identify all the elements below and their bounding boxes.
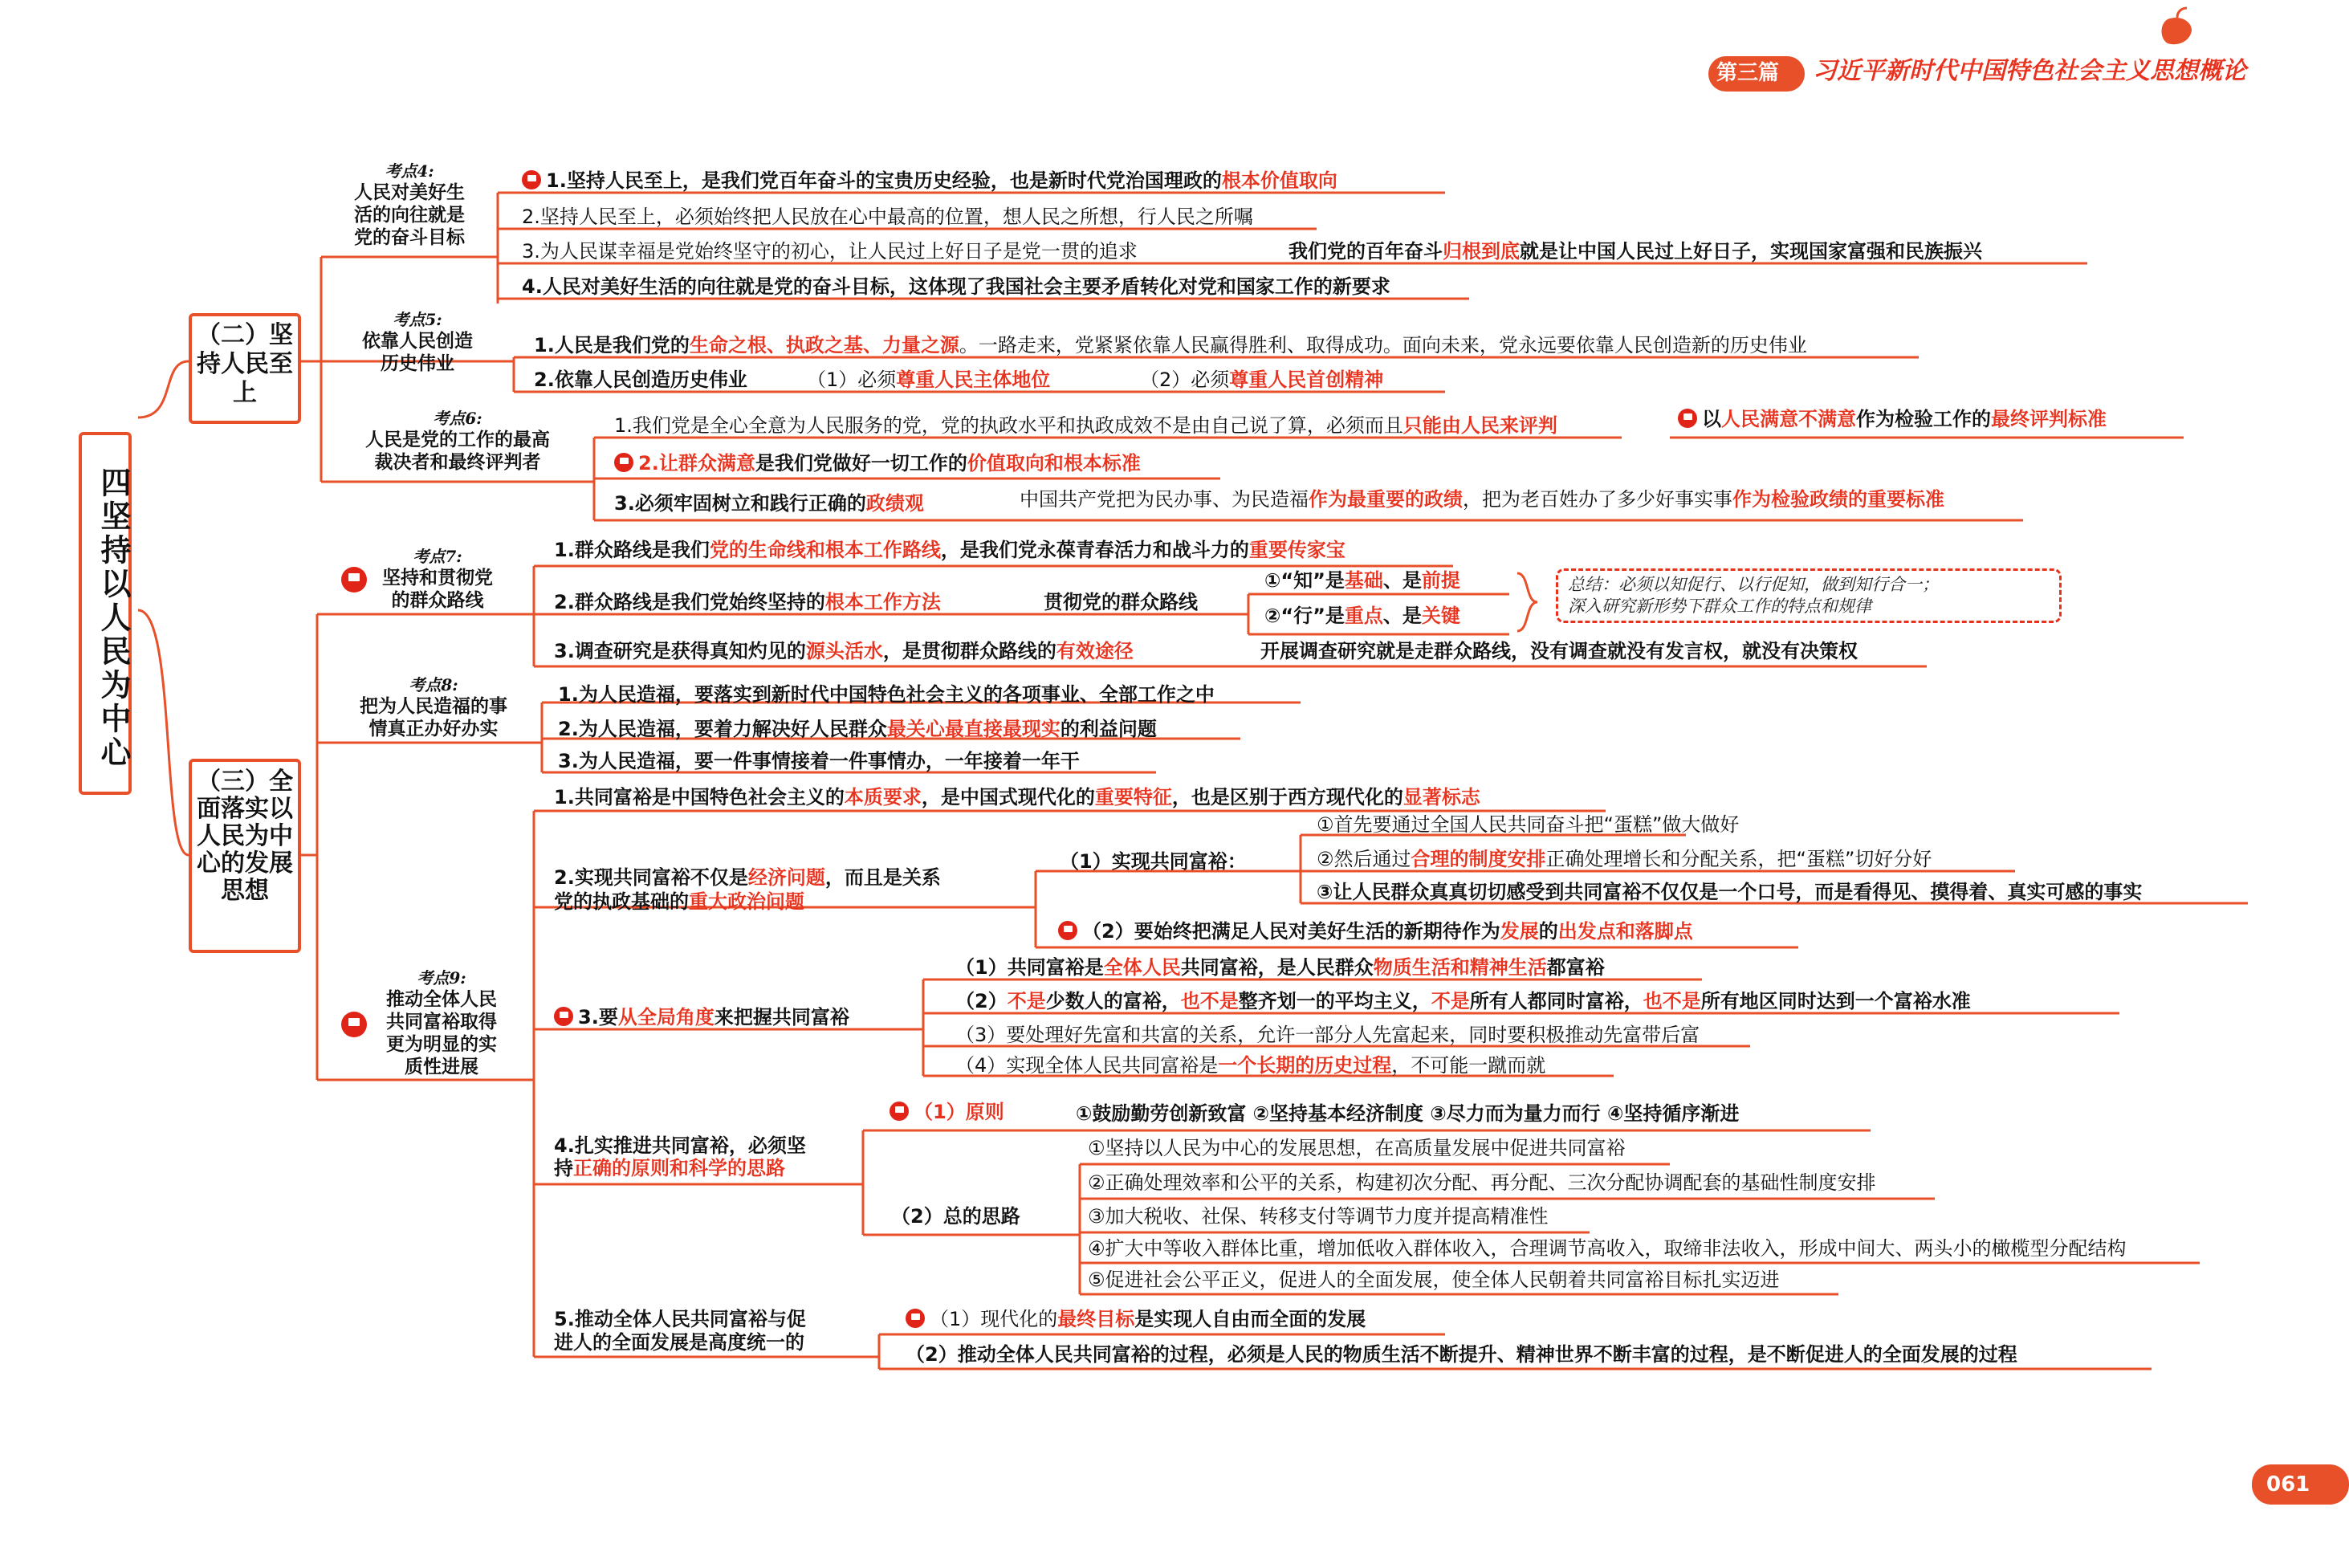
flag-icon bbox=[890, 1102, 909, 1121]
text: 是实现人自由而全面的发展 bbox=[1134, 1308, 1366, 1330]
highlight: 尊重人民首创精神 bbox=[1229, 369, 1384, 391]
flag-icon bbox=[1058, 921, 1077, 940]
kp4-line: 党的奋斗目标 bbox=[354, 227, 465, 248]
highlight: 最终评判标准 bbox=[1991, 408, 2107, 430]
text: 的利益问题 bbox=[1060, 718, 1157, 740]
text: 1.坚持人民至上，是我们党百年奋斗的宝贵历史经验，也是新时代党治国理政的 bbox=[546, 169, 1222, 192]
branch-f2-s1: ①首先要通过全国人民共同奋斗把“蛋糕”做大做好 bbox=[1317, 813, 1740, 836]
kp7-line: 坚持和贯彻党 bbox=[382, 568, 493, 589]
branch-e2 bbox=[558, 717, 1157, 741]
branch-a1 bbox=[522, 169, 1337, 193]
key-point-5 bbox=[341, 309, 494, 375]
text: ，是我们党永葆青春活力和战斗力的 bbox=[940, 539, 1249, 561]
branch-f4-q2: ②正确处理效率和公平的关系，构建初次分配、再分配、三次分配协调配套的基础性制度安排 bbox=[1088, 1171, 1876, 1194]
kp7-line: 的群众路线 bbox=[391, 590, 484, 611]
text: ，把为老百姓办了多少好事实事 bbox=[1463, 488, 1732, 511]
text: 正确处理增长和分配关系，把“蛋糕”切好分好 bbox=[1545, 848, 1932, 870]
branch-f4-q1: ①坚持以人民为中心的发展思想，在高质量发展中促进共同富裕 bbox=[1088, 1137, 1626, 1159]
text: 的 bbox=[1538, 920, 1558, 943]
key-point-6 bbox=[341, 408, 574, 474]
text: （4）实现全体人民共同富裕是 bbox=[955, 1054, 1219, 1077]
text: （2） bbox=[955, 990, 1008, 1012]
text: ②然后通过 bbox=[1317, 848, 1411, 870]
branch-e3: 3.为人民造福，要一件事情接着一件事情办，一年接着一年干 bbox=[558, 750, 1080, 772]
branch-c2 bbox=[614, 451, 1141, 475]
highlight: 源头活水 bbox=[805, 640, 883, 662]
flag-icon bbox=[522, 170, 541, 189]
text: 、是 bbox=[1382, 569, 1422, 592]
flag-icon bbox=[614, 453, 633, 472]
text: 、是 bbox=[1382, 605, 1422, 627]
branch-f4 bbox=[554, 1134, 806, 1158]
highlight: 党的生命线和根本工作路线 bbox=[709, 539, 941, 561]
branch-d2-act bbox=[1264, 604, 1460, 628]
highlight: 也不是 bbox=[1180, 990, 1239, 1012]
text: 1.我们党是全心全意为人民服务的党，党的执政水平和执政成效不是由自己说了算，必须而且 bbox=[614, 414, 1403, 437]
text: 来把握共同富裕 bbox=[714, 1006, 849, 1028]
branch-f4-q4: ④扩大中等收入群体比重，增加低收入群体收入，合理调节高收入，取缔非法收入，形成中间大、两头小的橄榄型分配结构 bbox=[1088, 1237, 2127, 1260]
kp5-tag: 考点5: bbox=[393, 310, 442, 329]
text: ②“行”是 bbox=[1264, 605, 1345, 627]
highlight: 人民满意不满意 bbox=[1721, 408, 1856, 430]
summary-line: 深入研究新形势下群众工作的特点和规律 bbox=[1568, 597, 1871, 616]
text: 。一路走来，党紧紧依靠人民赢得胜利、取得成功。面向未来，党永远要依靠人民创造新的历史伟业 bbox=[959, 334, 1807, 356]
branch-f4-principle-items: ①鼓励勤劳创新致富 ②坚持基本经济制度 ③尽力而为量力而行 ④坚持循序渐进 bbox=[1076, 1102, 1740, 1125]
text: 我们党的百年奋斗 bbox=[1288, 240, 1443, 263]
section-2-node: （二）坚持人民至上 bbox=[189, 313, 301, 424]
text: 1.人民是我们党的 bbox=[534, 334, 690, 356]
highlight: 正确的原则和科学的思路 bbox=[573, 1157, 785, 1179]
text: ，是贯彻群众路线的 bbox=[882, 640, 1056, 662]
branch-a3: 3.为人民谋幸福是党始终坚守的初心，让人民过上好日子是党一贯的追求 bbox=[522, 240, 1138, 263]
kp8-tag: 考点8: bbox=[409, 675, 458, 694]
highlight: 2.让群众满意 bbox=[638, 452, 755, 474]
text: 所有人都同时富裕， bbox=[1469, 990, 1643, 1012]
branch-f5-line2: 进人的全面发展是高度统一的 bbox=[554, 1331, 804, 1354]
branch-f5-s2: （2）推动全体人民共同富裕的过程，必须是人民的物质生活不断提升、精神世界不断丰富的过程，是不断促进人的全面发展的过程 bbox=[906, 1343, 2017, 1366]
key-point-8 bbox=[337, 674, 530, 740]
text: 是我们党做好一切工作的 bbox=[755, 452, 967, 474]
text: 党的执政基础的 bbox=[554, 890, 689, 913]
text: 2.群众路线是我们党始终坚持的 bbox=[554, 591, 825, 613]
text: （1）现代化的 bbox=[930, 1308, 1058, 1330]
highlight: 生命之根、执政之基、力量之源 bbox=[689, 334, 959, 356]
branch-f3-s2 bbox=[955, 989, 1971, 1013]
text: 共同富裕，是人民群众 bbox=[1180, 956, 1374, 979]
flag-icon bbox=[341, 1012, 367, 1037]
highlight: 基础 bbox=[1344, 569, 1383, 592]
branch-b1 bbox=[534, 333, 1807, 357]
text: 持 bbox=[554, 1157, 573, 1179]
branch-d2-label: 贯彻党的群众路线 bbox=[1044, 591, 1198, 613]
summary-box bbox=[1556, 568, 2062, 623]
kp7-tag: 考点7: bbox=[413, 547, 462, 566]
branch-f3-s1 bbox=[955, 955, 1605, 979]
key-point-4 bbox=[341, 161, 478, 249]
text: ，是中国式现代化的 bbox=[921, 786, 1095, 808]
branch-d2 bbox=[554, 590, 941, 614]
kp4-line: 人民对美好生 bbox=[354, 182, 465, 203]
kp5-line: 依靠人民创造 bbox=[362, 331, 473, 352]
highlight: 关键 bbox=[1421, 605, 1460, 627]
highlight: 根本价值取向 bbox=[1221, 169, 1337, 192]
highlight: 重大政治问题 bbox=[689, 890, 804, 913]
branch-c1-note bbox=[1678, 407, 2107, 431]
branch-d2-know bbox=[1264, 568, 1460, 593]
branch-f4-thinking: （2）总的思路 bbox=[891, 1205, 1020, 1228]
branch-d1 bbox=[554, 538, 1345, 562]
branch-f2-s3: ③让人民群众真真切切感受到共同富裕不仅仅是一个口号，而是看得见、摸得着、真实可感的事实 bbox=[1317, 881, 2143, 903]
text: 3.必须牢固树立和践行正确的 bbox=[614, 492, 866, 515]
highlight: 最终目标 bbox=[1057, 1308, 1135, 1330]
highlight: 有效途径 bbox=[1056, 640, 1134, 662]
branch-f4-line2 bbox=[554, 1156, 785, 1180]
branch-a4: 4.人民对美好生活的向往就是党的奋斗目标，这体现了我国社会主要矛盾转化对党和国家工作的新要求 bbox=[522, 275, 1390, 298]
text: 以 bbox=[1702, 408, 1721, 430]
highlight: 也不是 bbox=[1643, 990, 1701, 1012]
text: 1.共同富裕是中国特色社会主义的 bbox=[554, 786, 845, 808]
highlight: 最关心最直接最现实 bbox=[886, 718, 1061, 740]
branch-f3-s4 bbox=[955, 1053, 1545, 1077]
highlight: 经济问题 bbox=[747, 866, 825, 889]
kp6-line: 人民是党的工作的最高 bbox=[365, 430, 550, 450]
flag-icon bbox=[1678, 409, 1697, 428]
text: ，也是区别于西方现代化的 bbox=[1171, 786, 1403, 808]
branch-e1: 1.为人民造福，要落实到新时代中国特色社会主义的各项事业、全部工作之中 bbox=[558, 683, 1215, 706]
text: ，而且是关系 bbox=[824, 866, 941, 889]
highlight: 作为最重要的政绩 bbox=[1309, 488, 1463, 511]
root-node: 四坚持以人民为中心 bbox=[79, 432, 132, 795]
highlight: 发展 bbox=[1500, 920, 1539, 943]
branch-f2 bbox=[554, 865, 941, 890]
branch-d3 bbox=[554, 639, 1134, 663]
kp9-tag: 考点9: bbox=[417, 968, 466, 988]
branch-f1 bbox=[554, 785, 1480, 809]
branch-c1 bbox=[614, 413, 1557, 438]
kp9-line: 推动全体人民 bbox=[386, 989, 497, 1010]
highlight: 根本工作方法 bbox=[824, 591, 941, 613]
highlight: 前提 bbox=[1421, 569, 1460, 592]
text: 2.实现共同富裕不仅是 bbox=[554, 866, 748, 889]
kp8-line: 把为人民造福的事 bbox=[360, 696, 507, 717]
text: 少数人的富裕， bbox=[1045, 990, 1181, 1012]
branch-f4-q3: ③加大税收、社保、转移支付等调节力度并提高精准性 bbox=[1088, 1205, 1549, 1228]
text: 就是让中国人民过上好日子，实现国家富强和民族振兴 bbox=[1520, 240, 1982, 263]
text: （2）要始终把满足人民对美好生活的新期待作为 bbox=[1082, 920, 1500, 943]
branch-f2-line2 bbox=[554, 890, 804, 914]
branch-f2-t bbox=[1058, 919, 1693, 943]
text: （2）必须 bbox=[1140, 369, 1230, 391]
highlight: （1）原则 bbox=[914, 1101, 1004, 1123]
header-title: 习近平新时代中国特色社会主义思想概论 bbox=[1813, 57, 2246, 85]
branch-b2-a bbox=[807, 368, 1050, 392]
section-3-node: （三）全面落实以人民为中心的发展思想 bbox=[189, 759, 301, 953]
highlight: 只能由人民来评判 bbox=[1402, 414, 1557, 437]
branch-f4-principle bbox=[890, 1100, 1004, 1124]
kp4-tag: 考点4: bbox=[385, 161, 434, 181]
branch-f5: 5.推动全体人民共同富裕与促 bbox=[554, 1308, 806, 1330]
kp6-line: 裁决者和最终评判者 bbox=[374, 452, 541, 473]
branch-b2-b bbox=[1140, 368, 1383, 392]
apple-logo-icon bbox=[2162, 18, 2192, 44]
chapter-badge: 第三篇 bbox=[1716, 61, 1780, 85]
highlight: 一个长期的历史过程 bbox=[1218, 1054, 1392, 1077]
text: 3.要 bbox=[578, 1006, 618, 1028]
flag-icon bbox=[554, 1007, 573, 1026]
text: ①“知”是 bbox=[1264, 569, 1345, 592]
kp9-line: 共同富裕取得 bbox=[386, 1012, 497, 1032]
highlight: 重要传家宝 bbox=[1248, 539, 1345, 561]
text: （1）必须 bbox=[807, 369, 897, 391]
highlight: 政绩观 bbox=[865, 492, 924, 515]
branch-f3 bbox=[554, 1005, 849, 1029]
key-point-7 bbox=[369, 546, 506, 612]
text: 整齐划一的平均主义， bbox=[1238, 990, 1431, 1012]
kp8-line: 情真正办好办实 bbox=[368, 719, 499, 739]
highlight: 出发点和落脚点 bbox=[1557, 920, 1693, 943]
highlight: 价值取向和根本标准 bbox=[967, 452, 1141, 474]
text: ，不可能一蹴而就 bbox=[1391, 1054, 1546, 1077]
branch-f4-q5: ⑤促进社会公平正义，促进人的全面发展，使全体人民朝着共同富裕目标扎实迈进 bbox=[1088, 1269, 1780, 1291]
highlight: 不是 bbox=[1431, 990, 1470, 1012]
branch-a3-note bbox=[1288, 239, 1982, 263]
branch-f2-s: （1）实现共同富裕： bbox=[1060, 850, 1247, 873]
text: 1.群众路线是我们 bbox=[554, 539, 710, 561]
branch-f5-s1 bbox=[906, 1307, 1366, 1331]
text: （1）共同富裕是 bbox=[955, 956, 1104, 979]
branch-f2-s2 bbox=[1317, 847, 1932, 871]
key-point-9 bbox=[373, 967, 510, 1078]
branch-f3-s3: （3）要处理好先富和共富的关系，允许一部分人先富起来，同时要积极推动先富带后富 bbox=[955, 1024, 1700, 1046]
text: 4.扎实推进共同富裕，必须坚 bbox=[554, 1134, 806, 1157]
kp9-line: 质性进展 bbox=[405, 1057, 478, 1077]
flag-icon bbox=[906, 1309, 925, 1328]
text: 中国共产党把为民办事、为民造福 bbox=[1020, 488, 1309, 511]
branch-d3-note: 开展调查研究就是走群众路线，没有调查就没有发言权，就没有决策权 bbox=[1260, 640, 1858, 662]
kp9-line: 更为明显的实 bbox=[386, 1034, 497, 1055]
text: 作为检验工作的 bbox=[1856, 408, 1991, 430]
text: 2.为人民造福，要着力解决好人民群众 bbox=[558, 718, 887, 740]
summary-line: 总结：必须以知促行、以行促知，做到知行合一； bbox=[1568, 575, 1939, 594]
page-number: 061 bbox=[2266, 1472, 2310, 1497]
highlight: 重要特征 bbox=[1094, 786, 1172, 808]
highlight: 重点 bbox=[1344, 605, 1383, 627]
text: 所有地区同时达到一个富裕水准 bbox=[1700, 990, 1971, 1012]
branch-b2: 2.依靠人民创造历史伟业 bbox=[534, 369, 747, 391]
kp4-line: 活的向往就是 bbox=[354, 205, 465, 226]
kp5-line: 历史伟业 bbox=[381, 353, 454, 374]
highlight: 尊重人民主体地位 bbox=[896, 369, 1051, 391]
highlight: 物质生活和精神生活 bbox=[1373, 956, 1547, 979]
highlight: 从全局角度 bbox=[617, 1006, 714, 1028]
highlight: 全体人民 bbox=[1103, 956, 1181, 979]
branch-c3-note bbox=[1020, 487, 1944, 511]
brace bbox=[1513, 570, 1545, 634]
highlight: 本质要求 bbox=[844, 786, 922, 808]
branch-a2: 2.坚持人民至上，必须始终把人民放在心中最高的位置，想人民之所想，行人民之所嘱 bbox=[522, 206, 1253, 228]
highlight: 不是 bbox=[1007, 990, 1046, 1012]
branch-c3 bbox=[614, 491, 924, 515]
text: 都富裕 bbox=[1546, 956, 1605, 979]
highlight: 作为检验政绩的重要标准 bbox=[1732, 488, 1944, 511]
kp6-tag: 考点6: bbox=[433, 409, 482, 428]
highlight: 归根到底 bbox=[1443, 240, 1520, 263]
highlight: 显著标志 bbox=[1402, 786, 1480, 808]
flag-icon bbox=[341, 567, 367, 593]
highlight: 合理的制度安排 bbox=[1411, 848, 1546, 870]
text: 3.调查研究是获得真知灼见的 bbox=[554, 640, 806, 662]
